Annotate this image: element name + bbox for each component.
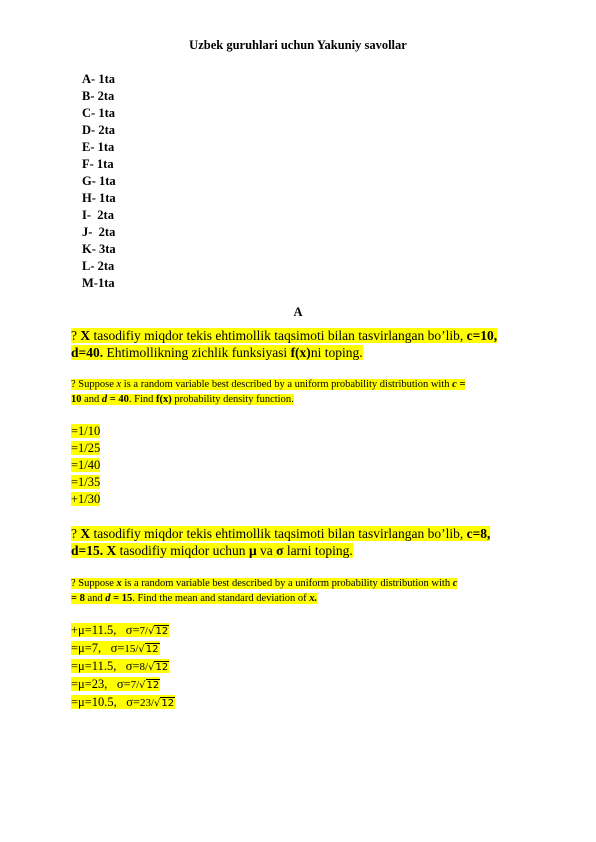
question-1-uz: [71, 327, 531, 361]
text: 10: [71, 394, 82, 405]
text: X: [80, 328, 91, 343]
text: ? Suppose: [71, 578, 117, 589]
text: c=8,: [466, 526, 491, 541]
text: tasodifiy miqdor uchun: [116, 543, 249, 558]
text: and: [84, 593, 106, 604]
sqrt-icon: √: [139, 680, 146, 691]
count-item: A- 1ta: [82, 72, 115, 86]
sigma-label: σ=: [116, 677, 131, 691]
text: = 8: [71, 593, 85, 604]
answer-option: [71, 658, 531, 676]
question-2-uz: [71, 525, 531, 559]
sigma-numerator: 7/: [130, 679, 140, 691]
sqrt-icon: √: [148, 626, 155, 637]
text: d: [101, 394, 108, 405]
radicand: 12: [146, 680, 160, 691]
text: is a random variable best described by a uniform probability distribution with: [121, 379, 453, 390]
sigma-label: σ=: [125, 659, 140, 673]
text: x: [116, 578, 122, 589]
section-heading: A: [293, 305, 303, 319]
sigma-label: σ=: [125, 623, 140, 637]
answer-text: =1/40: [71, 458, 101, 472]
count-item: B- 2ta: [82, 89, 115, 103]
text: c: [452, 379, 457, 390]
sqrt-icon: √: [154, 698, 161, 709]
count-item: E- 1ta: [82, 140, 115, 154]
answer-text: =1/10: [71, 424, 101, 438]
text: = 40: [107, 394, 129, 405]
text: . Find: [128, 394, 157, 405]
text: ? Suppose: [71, 379, 117, 390]
count-item: D- 2ta: [82, 123, 115, 137]
count-item: H- 1ta: [82, 191, 116, 205]
text: x.: [309, 593, 318, 604]
text: X: [103, 543, 117, 558]
text: f(x): [290, 345, 311, 360]
text: probability density function.: [171, 394, 294, 405]
text: d: [105, 593, 111, 604]
answer-text: +1/30: [71, 492, 101, 506]
text: ?: [71, 328, 81, 343]
answer-option: [71, 440, 531, 457]
text: X: [80, 526, 91, 541]
sigma-numerator: 15/: [124, 643, 139, 655]
page-title: Uzbek guruhlari uchun Yakuniy savollar: [189, 38, 407, 52]
answer-option: [71, 622, 531, 640]
question-2-en: [71, 576, 531, 606]
question-2-answers: [71, 622, 531, 712]
text: . Find the mean and standard deviation of: [132, 593, 310, 604]
answer-option: [71, 457, 531, 474]
radicand: 12: [145, 644, 159, 655]
text: σ: [276, 543, 284, 558]
radicand: 12: [155, 626, 169, 637]
text: ni toping.: [310, 345, 363, 360]
sqrt-icon: √: [138, 644, 145, 655]
text: is a random variable best described by a uniform probability distribution with: [121, 578, 453, 589]
mu-value: =μ=11.5,: [71, 659, 117, 673]
sigma-label: σ=: [126, 695, 140, 709]
text: tasodifiy miqdor tekis ehtimollik taqsimoti bilan tasvirlangan bo’lib,: [90, 526, 467, 541]
question-count-list: [82, 71, 116, 292]
count-item: G- 1ta: [82, 174, 116, 188]
count-item: J- 2ta: [82, 225, 116, 239]
text: = 15: [110, 593, 133, 604]
answer-option: [71, 474, 531, 491]
question-1-answers: [71, 423, 531, 508]
text: and: [81, 394, 102, 405]
mu-value: =μ=7,: [71, 641, 102, 655]
count-item: F- 1ta: [82, 157, 114, 171]
answer-option: [71, 491, 531, 508]
text: tasodifiy miqdor tekis ehtimollik taqsimoti bilan tasvirlangan bo’lib,: [90, 328, 467, 343]
answer-text: =1/25: [71, 441, 101, 455]
answer-option: [71, 676, 531, 694]
text: c: [452, 578, 458, 589]
answer-option: [71, 640, 531, 658]
count-item: I- 2ta: [82, 208, 114, 222]
text: ?: [71, 526, 81, 541]
text: va: [256, 543, 277, 558]
count-item: M-1ta: [82, 276, 115, 290]
count-item: C- 1ta: [82, 106, 115, 120]
text: μ: [248, 543, 257, 558]
sigma-numerator: 23/: [139, 697, 155, 709]
mu-value: =μ=10.5,: [71, 695, 117, 709]
text: =: [456, 379, 466, 390]
text: f(x): [156, 394, 172, 405]
mu-value: +μ=11.5,: [71, 623, 117, 637]
mu-value: =μ=23,: [71, 677, 108, 691]
text: c=10,: [466, 328, 498, 343]
radicand: 12: [161, 698, 175, 709]
text: larni toping.: [283, 543, 353, 558]
sqrt-icon: √: [148, 662, 155, 673]
count-item: K- 3ta: [82, 242, 116, 256]
answer-text: =1/35: [71, 475, 101, 489]
text: d=15.: [71, 543, 104, 558]
text: Ehtimollikning zichlik funksiyasi: [103, 345, 291, 360]
sigma-numerator: 7/: [139, 625, 149, 637]
radicand: 12: [155, 662, 169, 673]
answer-option: [71, 423, 531, 440]
text: d=40.: [71, 345, 104, 360]
question-1-en: [71, 377, 531, 407]
count-item: L- 2ta: [82, 259, 115, 273]
sigma-numerator: 8/: [139, 661, 149, 673]
text: x: [116, 379, 122, 390]
answer-option: [71, 694, 531, 712]
sigma-label: σ=: [110, 641, 125, 655]
